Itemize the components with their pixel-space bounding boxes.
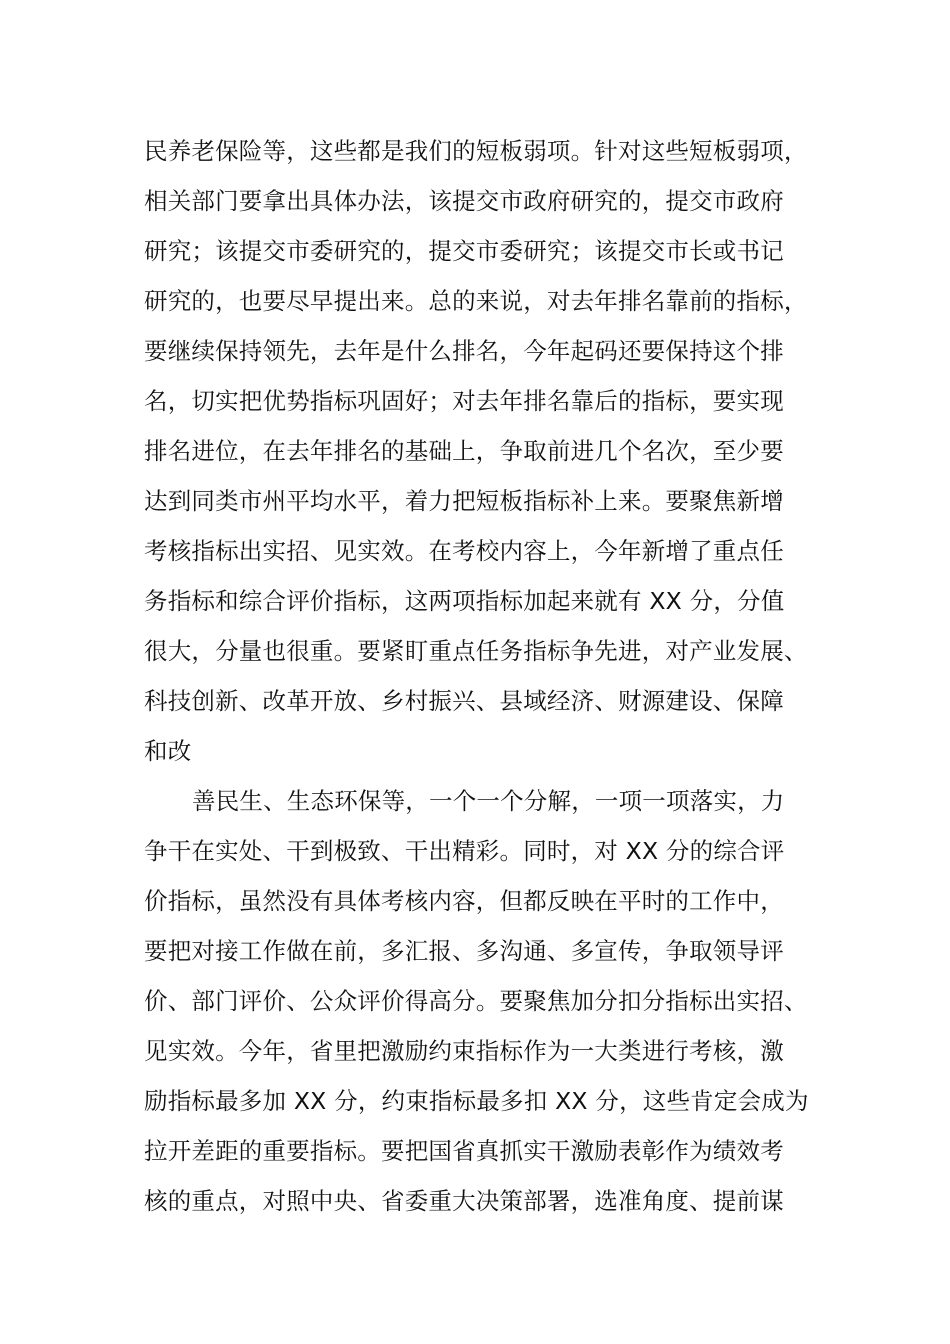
text-line: 排名进位，在去年排名的基础上，争取前进几个名次，至少要 — [144, 437, 784, 465]
text-line: 民养老保险等，这些都是我们的短板弱项。针对这些短板弱项， — [144, 137, 808, 165]
text-line: 很大，分量也很重。要紧盯重点任务指标争先进，对产业发展、 — [144, 637, 808, 665]
text-line: 科技创新、改革开放、乡村振兴、县域经济、财源建设、保障 — [144, 687, 784, 715]
text-line: 见实效。今年，省里把激励约束指标作为一大类进行考核，激 — [144, 1037, 784, 1065]
text-line: 要继续保持领先，去年是什么排名，今年起码还要保持这个排 — [144, 337, 784, 365]
text-line: 要把对接工作做在前，多汇报、多沟通、多宣传，争取领导评 — [144, 937, 784, 965]
text-line: 和改 — [144, 737, 192, 765]
text-line: 拉开差距的重要指标。要把国省真抓实干激励表彰作为绩效考 — [144, 1137, 784, 1165]
text-line: 务指标和综合评价指标，这两项指标加起来就有 XX 分，分值 — [144, 587, 785, 615]
text-line: 名，切实把优势指标巩固好；对去年排名靠后的指标，要实现 — [144, 387, 784, 415]
document-body — [144, 126, 834, 1226]
text-line: 研究的，也要尽早提出来。总的来说，对去年排名靠前的指标， — [144, 287, 808, 315]
text-line: 争干在实处、干到极致、干出精彩。同时，对 XX 分的综合评 — [144, 837, 785, 865]
text-line: 励指标最多加 XX 分，约束指标最多扣 XX 分，这些肯定会成为 — [144, 1087, 809, 1115]
paragraph-2 — [144, 776, 834, 1226]
text-line: 考核指标出实招、见实效。在考校内容上，今年新增了重点任 — [144, 537, 784, 565]
text-line: 价、部门评价、公众评价得高分。要聚焦加分扣分指标出实招、 — [144, 987, 808, 1015]
text-line: 达到同类市州平均水平，着力把短板指标补上来。要聚焦新增 — [144, 487, 784, 515]
text-line: 核的重点，对照中央、省委重大决策部署，选准角度、提前谋 — [144, 1187, 784, 1215]
paragraph-1 — [144, 126, 834, 776]
text-line: 价指标，虽然没有具体考核内容，但都反映在平时的工作中， — [144, 887, 784, 915]
text-line: 善民生、生态环保等，一个一个分解，一项一项落实，力 — [192, 787, 785, 815]
text-line: 相关部门要拿出具体办法，该提交市政府研究的，提交市政府 — [144, 187, 784, 215]
text-line: 研究；该提交市委研究的，提交市委研究；该提交市长或书记 — [144, 237, 784, 265]
